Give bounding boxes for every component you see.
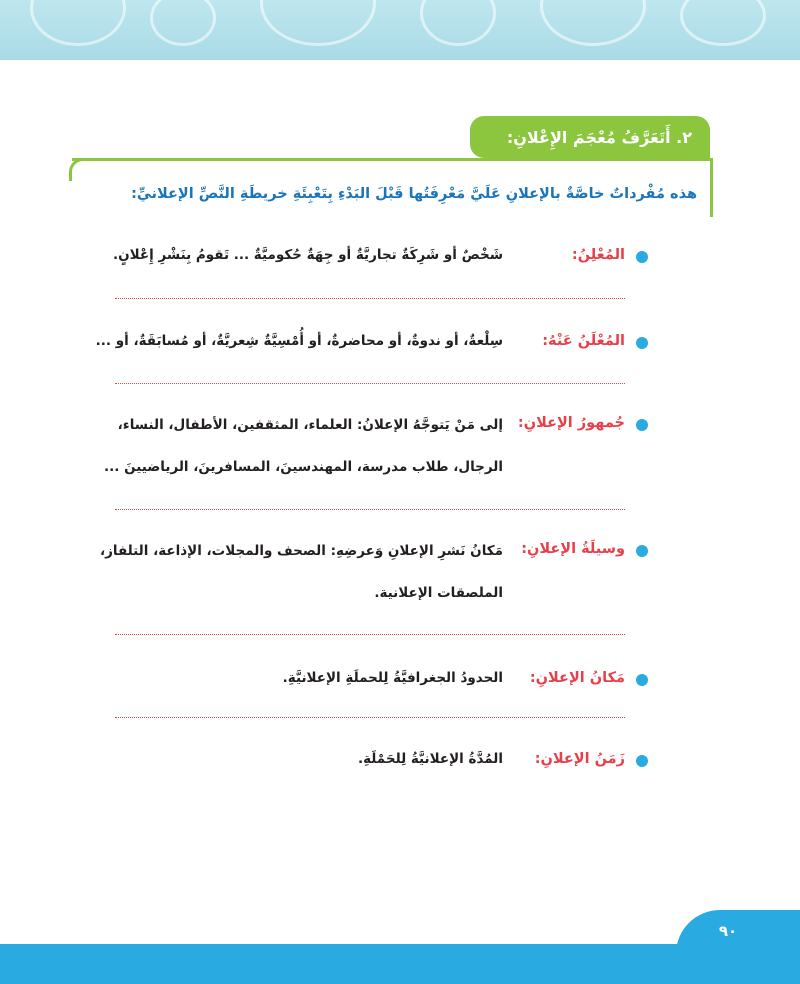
bullet-icon bbox=[636, 755, 648, 767]
bullet-icon bbox=[636, 419, 648, 431]
dotted-separator bbox=[115, 383, 625, 384]
term-definition: الحدودُ الجغرافيَّةُ لِلحملَةِ الإعلانيَّةِ. bbox=[282, 670, 503, 686]
bottom-band bbox=[0, 944, 800, 984]
term-label: جُمهورُ الإعلانِ: bbox=[517, 415, 625, 431]
bullet-icon bbox=[636, 251, 648, 263]
page-number: ٩٠ bbox=[718, 922, 738, 940]
term-definition: إلى مَنْ يَتوجَّهُ الإعلانُ: العلماء، المثقفين، الأطفال، النساء، bbox=[117, 417, 503, 433]
dotted-separator bbox=[115, 509, 625, 510]
term-definition: الرجال، طلاب مدرسة، المهندسينَ، المسافرينَ، الرياضيينَ ... bbox=[104, 459, 503, 475]
bullet-icon bbox=[636, 545, 648, 557]
term-definition: سِلْعةٌ، أو ندوةٌ، أو محاضرةٌ، أو أُمْسِيَّةٌ شِعريَّةٌ، أو مُسابَقَةٌ، أو ... bbox=[95, 333, 503, 349]
bullet-icon bbox=[636, 674, 648, 686]
top-decorative-banner bbox=[0, 0, 800, 60]
term-label: المُعْلِنُ: bbox=[571, 247, 625, 263]
term-definition: شَخْصٌ أو شَرِكَةٌ تجاريَّةٌ أو جِهَةٌ حُكوميَّةٌ ... تَقومُ بِنَشْرِ إِعْلانٍ. bbox=[113, 247, 503, 263]
term-definition: مَكانُ نَشرِ الإعلانِ وَعرضِهِ: الصحف والمجلات، الإذاعة، التلفاز، bbox=[99, 543, 503, 559]
dotted-separator bbox=[115, 298, 625, 299]
term-label: وسيلَةُ الإعلانِ: bbox=[521, 541, 625, 557]
term-definition: الملصقات الإعلانية. bbox=[374, 585, 503, 601]
dotted-separator bbox=[115, 717, 625, 718]
dotted-separator bbox=[115, 634, 625, 635]
bullet-icon bbox=[636, 337, 648, 349]
section-title-tab bbox=[470, 116, 710, 158]
intro-text: هذه مُفْرداتٌ خاصَّةٌ بالإعلانِ عَلَيَّ مَعْرِفَتُها قَبْلَ البَدْءِ بِتَعْبِئَةِ خريطَةِ النَّصِّ الإعلانيِّ: bbox=[131, 186, 697, 202]
term-label: المُعْلَنُ عَنْهُ: bbox=[542, 333, 625, 349]
term-label: زَمَنُ الإعلانِ: bbox=[534, 751, 625, 767]
section-title: ٢. أَتَعَرَّفُ مُعْجَمَ الإِعْلانِ: bbox=[506, 127, 692, 147]
term-definition: المُدَّةُ الإعلانيَّةُ لِلحَمْلَةِ. bbox=[357, 751, 503, 767]
term-label: مَكانُ الإعلانِ: bbox=[529, 670, 625, 686]
